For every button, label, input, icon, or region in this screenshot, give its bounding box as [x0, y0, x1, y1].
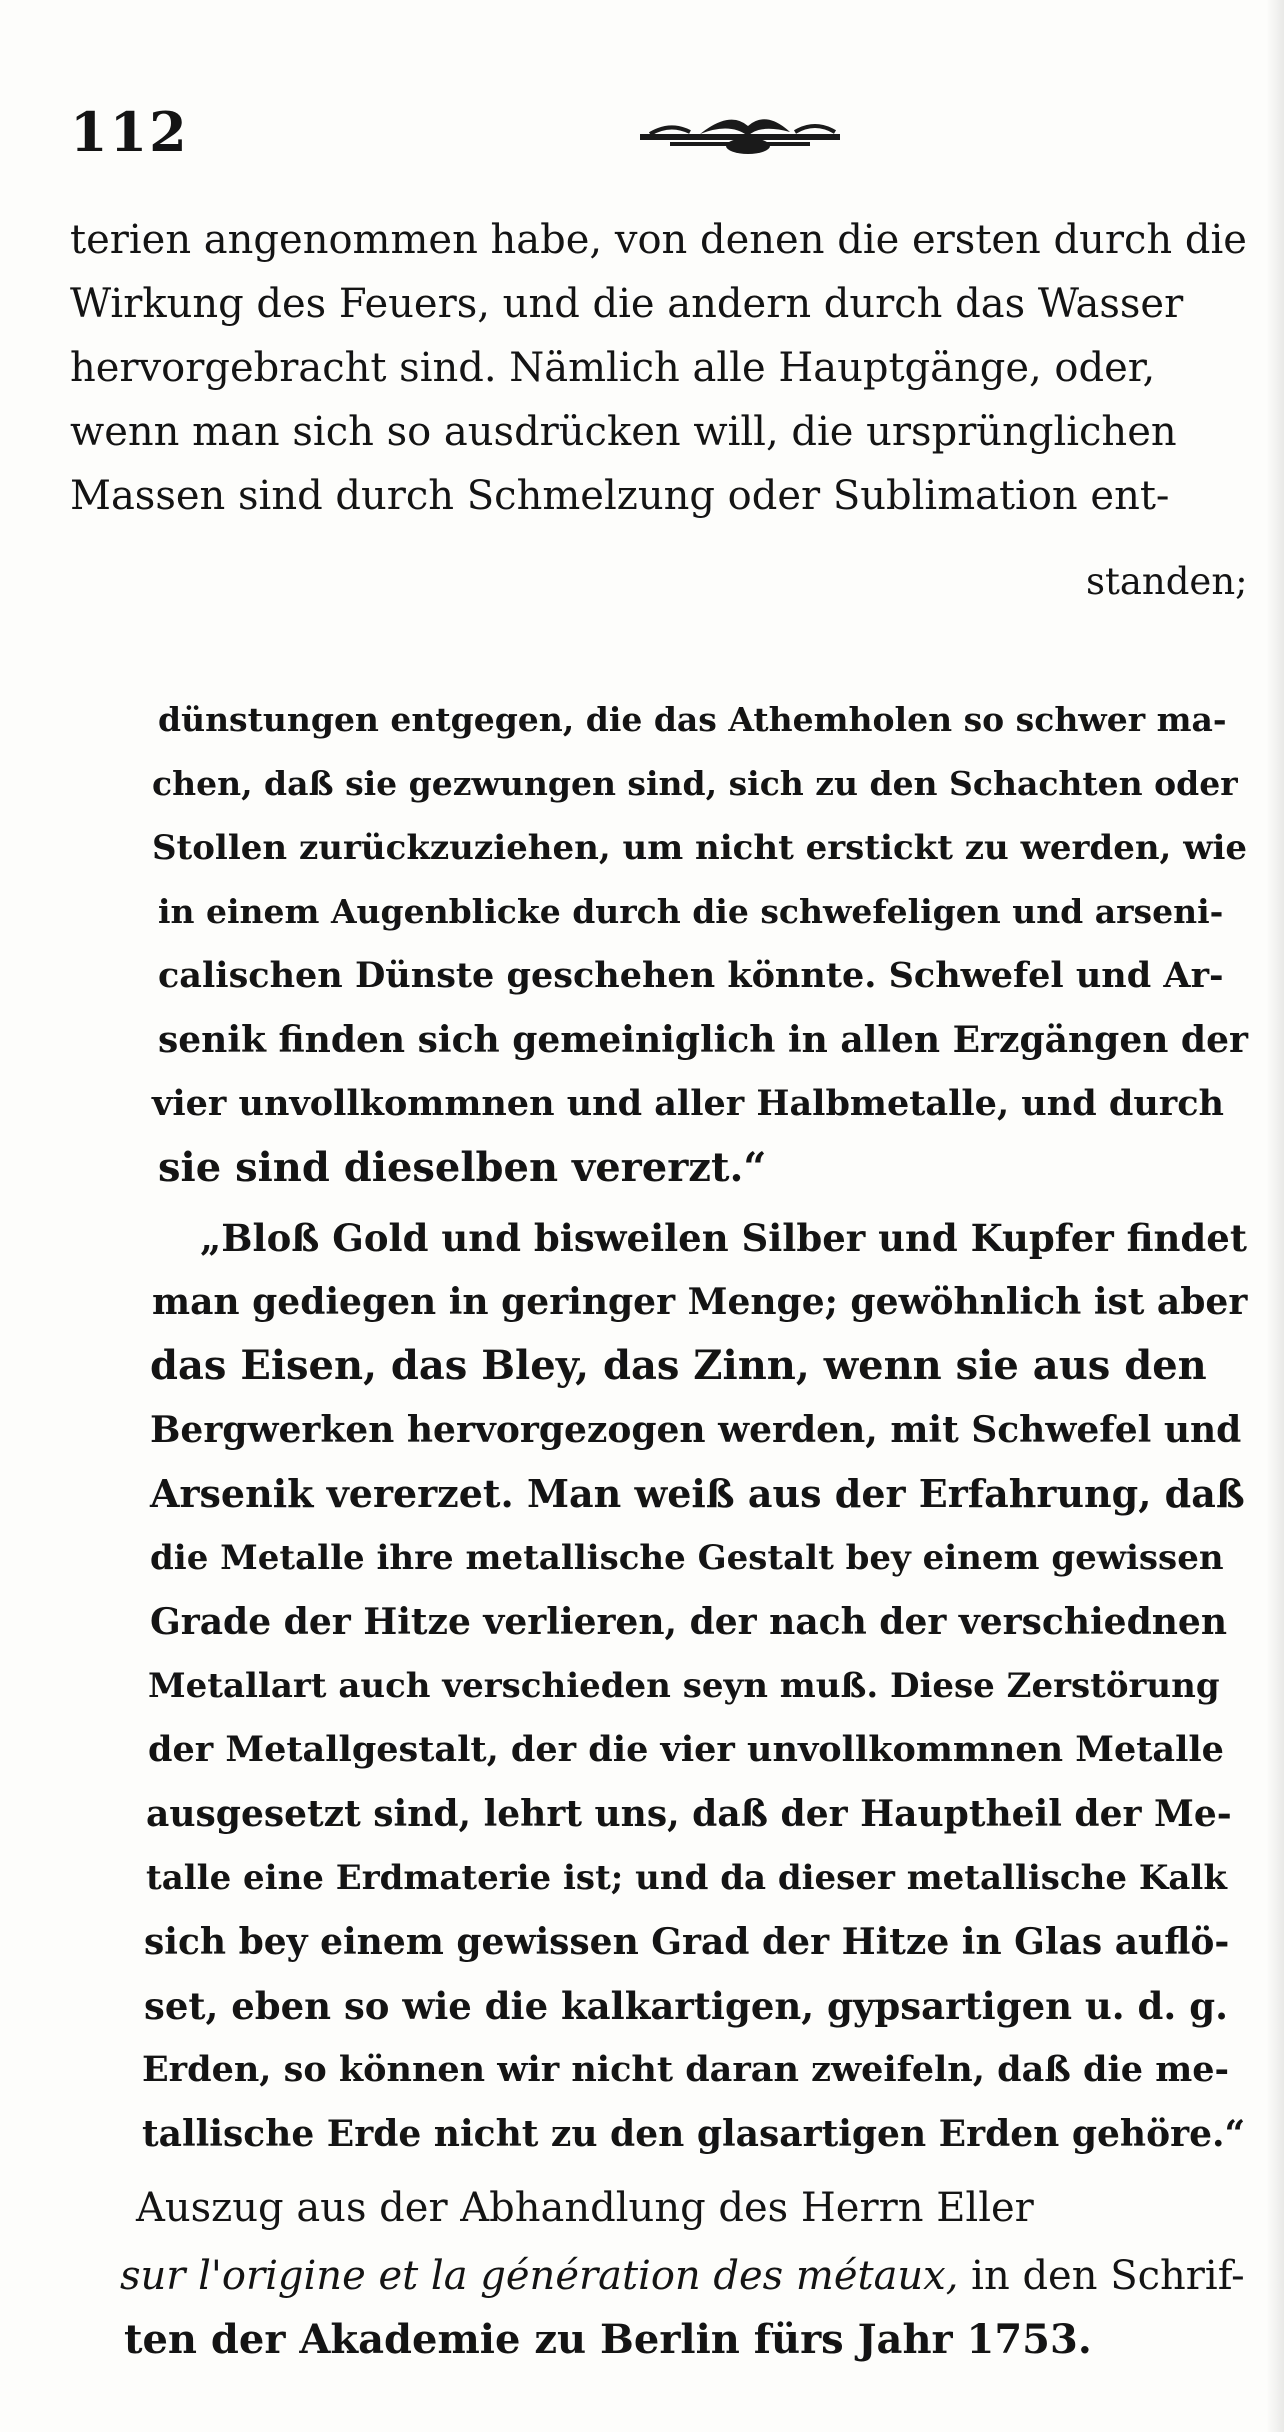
text-line: „Bloß Gold und bisweilen Silber und Kupfer findet [200, 1216, 1247, 1260]
page-number: 112 [70, 100, 189, 164]
text-line: Massen sind durch Schmelzung oder Sublimation ent- [70, 473, 1170, 519]
text-line: Arsenik vererzet. Man weiß aus der Erfahrung, daß [150, 1471, 1245, 1516]
text-line: Bergwerken hervorgezogen werden, mit Schwefel und [150, 1409, 1242, 1451]
text-line: sich bey einem gewissen Grad der Hitze in Glas auflö- [144, 1921, 1230, 1963]
source-line-rest: in den Schrif- [958, 2253, 1245, 2299]
text-line: Wirkung des Feuers, und die andern durch das Wasser [70, 281, 1184, 327]
page-edge-shadow [1266, 0, 1284, 2432]
text-line: wenn man sich so ausdrücken will, die ursprünglichen [70, 409, 1177, 455]
text-line: set, eben so wie die kalkartigen, gypsartigen u. d. g. [144, 1984, 1228, 2028]
text-line: dünstungen entgegen, die das Athemholen so schwer ma- [158, 700, 1227, 739]
page-header [70, 100, 1270, 164]
text-line: tallische Erde nicht zu den glasartigen Erden gehöre.“ [142, 2113, 1246, 2155]
source-title-italic: sur l'origine et la génération des métaux, [120, 2253, 959, 2299]
text-line: chen, daß sie gezwungen sind, sich zu den Schachten oder [152, 764, 1238, 803]
text-line: die Metalle ihre metallische Gestalt bey einem gewissen [150, 1538, 1224, 1578]
text-line: hervorgebracht sind. Nämlich alle Hauptgänge, oder, [70, 345, 1156, 391]
text-line: talle eine Erdmaterie ist; und da dieser metallische Kalk [146, 1858, 1227, 1898]
source-line: Auszug aus der Abhandlung des Herrn Eller [136, 2185, 1034, 2231]
text-line: calischen Dünste geschehen könnte. Schwefel und Ar- [158, 955, 1224, 996]
source-line: ten der Akademie zu Berlin fürs Jahr 1753. [124, 2316, 1092, 2363]
text-line: vier unvollkommnen und aller Halbmetalle, und durch [152, 1083, 1224, 1124]
text-line: ausgesetzt sind, lehrt uns, daß der Hauptheil der Me- [146, 1793, 1232, 1835]
text-line: terien angenommen habe, von denen die ersten durch die [70, 217, 1247, 263]
printer-ornament-icon [630, 106, 850, 170]
text-line: Erden, so können wir nicht daran zweifeln, daß die me- [142, 2049, 1230, 2090]
text-line: das Eisen, das Bley, das Zinn, wenn sie aus den [150, 1342, 1207, 1389]
text-line: senik finden sich gemeiniglich in allen Erzgängen der [158, 1019, 1248, 1061]
source-line [120, 2246, 1245, 2306]
text-line: Metallart auch verschieden seyn muß. Diese Zerstörung [148, 1666, 1220, 1706]
text-line: Stollen zurückzuziehen, um nicht erstickt zu werden, wie [152, 828, 1248, 868]
text-line: Grade der Hitze verlieren, der nach der verschiednen [150, 1601, 1228, 1643]
text-line: standen; [1086, 560, 1248, 603]
text-line: man gediegen in geringer Menge; gewöhnlich ist aber [152, 1281, 1248, 1323]
text-line: sie sind dieselben vererzt.“ [158, 1144, 767, 1191]
text-line: der Metallgestalt, der die vier unvollkommnen Metalle [148, 1729, 1224, 1770]
text-line: in einem Augenblicke durch die schwefeligen und arseni- [158, 892, 1224, 931]
